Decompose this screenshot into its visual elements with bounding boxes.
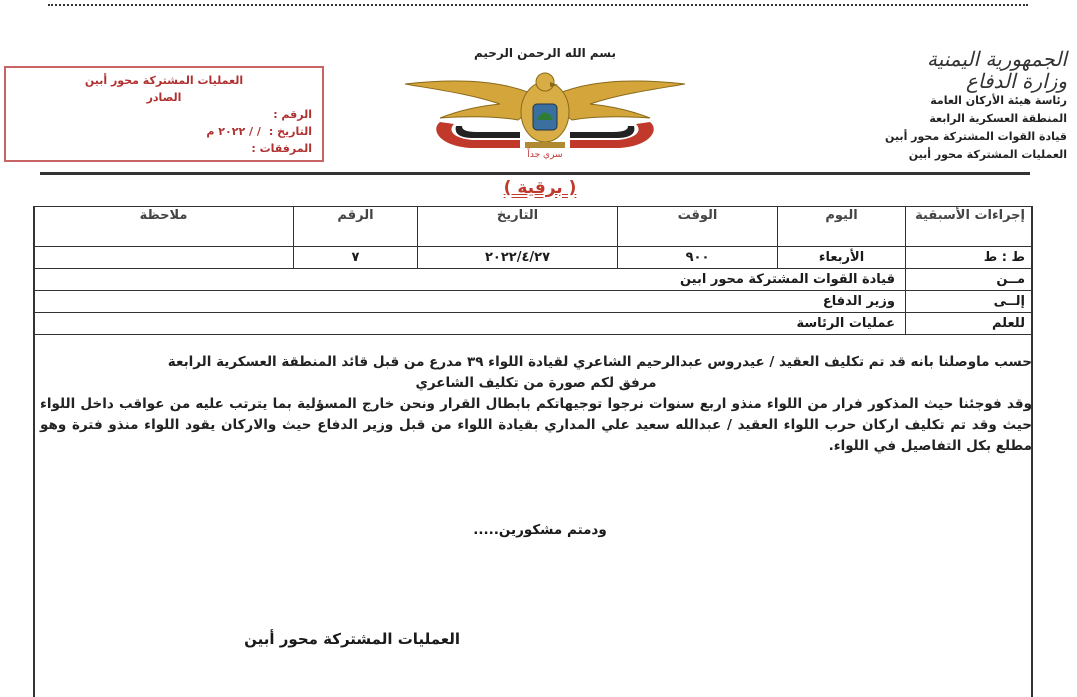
header-operations: العمليات المشتركة محور أبين (908, 148, 1067, 161)
th-note: ملاحظة (34, 207, 294, 247)
td-precedence: ط : ط (906, 247, 1032, 269)
table-row-info (34, 313, 1032, 335)
table-row-to (34, 291, 1032, 313)
signature-block: العمليات المشتركة محور أبين (244, 630, 460, 648)
from-label: مــن (906, 269, 1032, 291)
th-time: الوقت (618, 207, 778, 247)
info-label: للعلم (906, 313, 1032, 335)
emblem-block (400, 46, 690, 166)
body-paragraph-3: وقد فوجئنا حيث المذكور فرار من اللواء منذو اربع سنوات نرجوا توجيهاتكم بابطال القرار ونحن خارج المسؤلية بما يترتب عليه من عواقب داخل اللواء حيث وقد تم تكليف اركان حرب اللواء العقيد / عبدالله سعيد علي المداري بقيادة اللواء من قبل وزير الدفاع حيث والاركان يقود اللواء منذو فترة وهو مطلع بكل التفاصيل في اللواء. (40, 396, 1032, 454)
stamp-number-label: الرقم : (273, 108, 312, 121)
closing-thanks: ودمتم مشكورين..... (473, 522, 607, 538)
th-number: الرقم (294, 207, 418, 247)
frame-left-border (33, 206, 35, 697)
header-command: قيادة القوات المشتركة محور أبين (885, 130, 1067, 143)
document-title-text: ( برقية ) (503, 178, 577, 198)
table-header-row (34, 207, 1032, 247)
body-paragraph-1: حسب ماوصلنا بانه قد تم تكليف العقيد / عيدروس عبدالرحيم الشاعري لقيادة اللواء ٣٩ مدرع من قبل قائد المنطقة العسكرية الرابعة (167, 354, 1032, 370)
td-note (34, 247, 294, 269)
header-staff: رئاسة هيئة الأركان العامة (930, 94, 1067, 107)
body-paragraph-2: مرفق لكم صورة من تكليف الشاعري (415, 375, 657, 391)
th-date: التاريخ (418, 207, 618, 247)
telegram-body (40, 352, 1032, 457)
ministry-header (827, 48, 1067, 164)
th-precedence: إجراءات الأسبقية (906, 207, 1032, 247)
header-republic: الجمهورية اليمنية (926, 47, 1067, 71)
basmala: بسم الله الرحمن الرحيم (473, 46, 617, 60)
td-number: ٧ (294, 247, 418, 269)
info-value: عمليات الرئاسة (34, 313, 906, 335)
header-divider (40, 172, 1030, 175)
to-value: وزير الدفاع (34, 291, 906, 313)
telegram-table (33, 206, 1032, 335)
td-day: الأربعاء (778, 247, 906, 269)
td-date: ٢٠٢٢/٤/٢٧ (418, 247, 618, 269)
stamp-line2: الصادر (146, 91, 182, 104)
stamp-date-value: / / ٢٠٢٢ م (206, 125, 261, 138)
th-day: اليوم (778, 207, 906, 247)
eagle-emblem-icon (400, 60, 690, 152)
document-title (440, 178, 640, 198)
stamp-attachments-label: المرفقات : (251, 142, 312, 155)
table-row-from (34, 269, 1032, 291)
table-row (34, 247, 1032, 269)
from-value: قيادة القوات المشتركة محور ابين (34, 269, 906, 291)
top-dotted-rule (48, 4, 1028, 6)
stamp-line1: العمليات المشتركة محور أبين (84, 74, 244, 87)
outgoing-stamp (4, 66, 324, 162)
to-label: إلــى (906, 291, 1032, 313)
emblem-caption: سري جداً (527, 150, 563, 160)
stamp-date-label: التاريخ : (268, 125, 312, 138)
header-ministry: وزارة الدفاع (965, 69, 1067, 93)
header-region: المنطقة العسكرية الرابعة (929, 112, 1067, 125)
td-time: ٩٠٠ (618, 247, 778, 269)
